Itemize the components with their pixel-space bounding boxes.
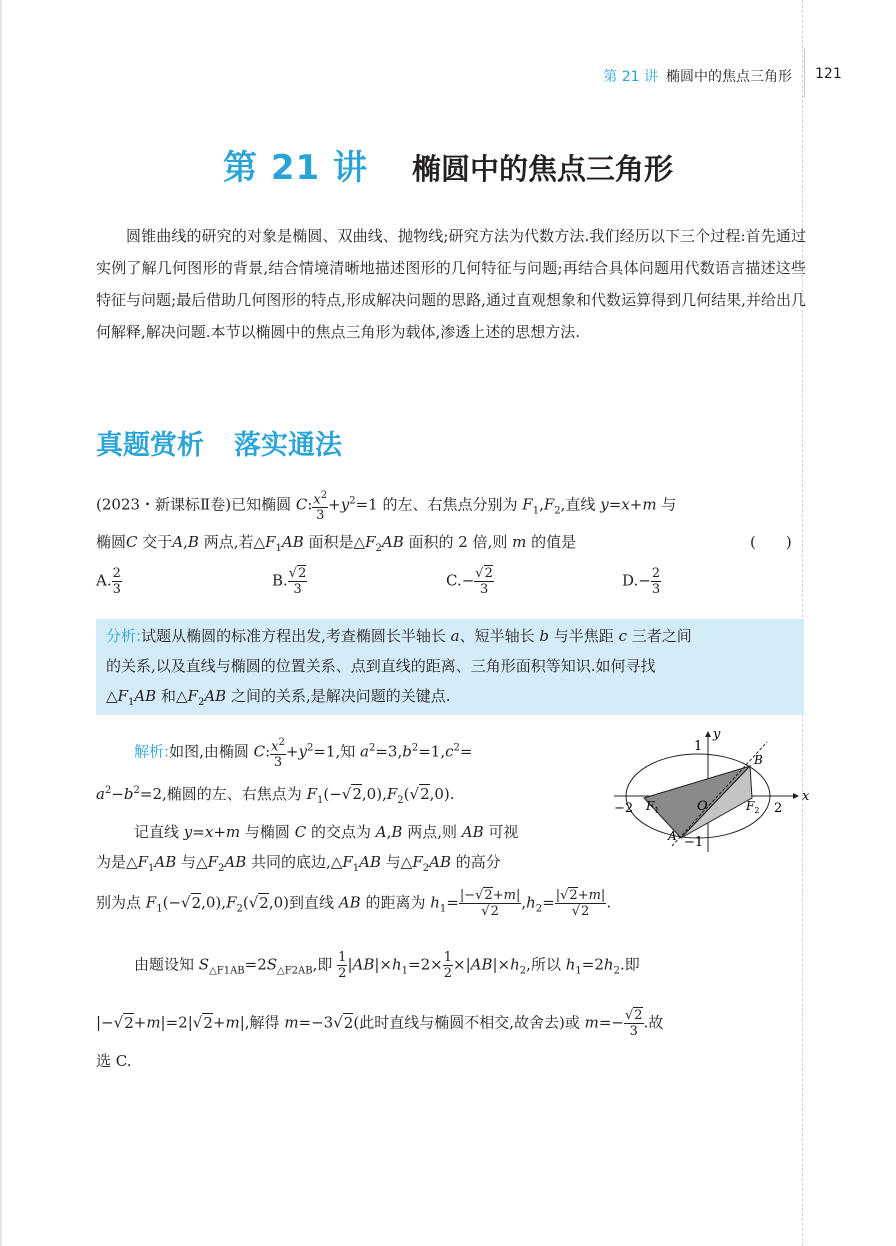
- solution-text: 如图,由椭圆: [169, 742, 249, 761]
- solution-label: 解析:: [134, 742, 170, 761]
- solution-text: ,解得: [244, 1013, 280, 1032]
- section-heading-part1: 真题赏析: [96, 430, 204, 461]
- focus-f2-label: $F_2$: [746, 799, 760, 815]
- option-c: C.− $\frac{√2}{3}$: [446, 566, 493, 597]
- solution-line-6: 由题设知 $S_{\triangle F1AB}=2S_{\triangle F2AB}$,即 $\frac{1}{2}$ $|AB|\times h_1=2\times$ $\frac{1}{2}$ $\times|AB|\times h_2$,所以 $h_1=2h_2$.即: [134, 950, 640, 981]
- section-heading-part2: 落实通法: [234, 430, 342, 461]
- analysis-label: 分析:: [106, 627, 142, 645]
- problem-text: 与: [661, 495, 677, 514]
- solution-line-7: |−√2+m|=2|√2+m|,解得 m=−3√2(此时直线与椭圆不相交,故舍去)或 m=− $\frac{√2}{3}$ .故: [96, 1008, 664, 1039]
- solution-text: ,所以: [526, 955, 561, 974]
- solution-line-8: 选 C.: [96, 1052, 132, 1070]
- option-letter: C.: [446, 571, 462, 590]
- option-letter: D.: [622, 571, 639, 590]
- solution-line-1: 解析:如图,由椭圆 C: $\frac{x^2}{3}$ $+y^2=1$,知 $a^2=3,b^2=1,c^2=$: [134, 737, 473, 771]
- problem-text: 面积是: [308, 533, 354, 551]
- solution-text: 两点,则: [407, 823, 457, 841]
- solution-text: 记直线: [134, 823, 180, 841]
- solution-text: .故: [643, 1013, 664, 1032]
- analysis-line-3: $\triangle F_1AB$ 和$\triangle F_2AB$ 之间的关系,是解决问题的关键点.: [106, 687, 451, 708]
- solution-text: 的高分: [455, 853, 501, 871]
- problem-text: 的值是: [531, 533, 577, 551]
- tick-left: −2: [614, 801, 634, 816]
- header-lecture: 第 21 讲: [603, 69, 658, 85]
- point-a-label: A: [668, 829, 677, 843]
- option-d: D.− $\frac{2}{3}$: [622, 566, 661, 597]
- solution-line-4: 为是$\triangle F_1AB$ 与$\triangle F_2AB$ 共同的底边$,\triangle F_1AB$ 与$\triangle F_2AB$ 的高分: [96, 853, 501, 874]
- problem-text: 椭圆: [96, 533, 127, 551]
- solution-text: 到直线: [289, 893, 335, 912]
- tick-right: 2: [774, 801, 783, 816]
- analysis-text: 之间的关系,是解决问题的关键点.: [230, 687, 451, 705]
- solution-text: 与: [385, 853, 401, 871]
- analysis-line-1: 分析:试题从椭圆的标准方程出发,考查椭圆长半轴长 a、短半轴长 b 与半焦距 c 三者之间: [106, 627, 692, 645]
- header-divider: [804, 48, 805, 98]
- problem-text: 交于: [142, 533, 173, 551]
- x-axis-label: x: [802, 789, 810, 804]
- solution-text: 的交点为: [310, 823, 371, 841]
- point-b-label: B: [754, 753, 763, 767]
- option-a: A. $\frac{2}{3}$: [96, 566, 121, 597]
- problem-source: (2023・新课标Ⅱ卷): [96, 495, 232, 514]
- lecture-name: 椭圆中的焦点三角形: [411, 152, 673, 186]
- page-number: 121: [815, 66, 842, 82]
- problem-text: 已知椭圆: [231, 495, 292, 514]
- solution-text: ,椭圆的左、右焦点为: [162, 785, 302, 803]
- solution-line-3: 记直线 y=x+m 与椭圆 C 的交点为 A,B 两点,则 AB 可视: [134, 823, 519, 841]
- solution-text: ,知: [335, 742, 356, 761]
- solution-text: 共同的底边,: [251, 853, 331, 871]
- solution-text: 可视: [488, 823, 519, 841]
- solution-text: (此时直线与椭圆不相交,故舍去)或: [353, 1013, 580, 1032]
- problem-line-1: (2023・新课标Ⅱ卷)已知椭圆 C: $\frac{x^2}{3}$ $+y^2=1$ 的左、右焦点分别为 $F_1,F_2$,直线 y=x+m 与: [96, 490, 677, 524]
- focus-f1-label: $F_1$: [646, 799, 660, 815]
- solution-text: ,即: [312, 955, 333, 974]
- solution-text: 与: [181, 853, 197, 871]
- solution-text: .即: [619, 955, 640, 974]
- solution-text: 由题设知: [134, 955, 195, 974]
- solution-text: 别为点: [96, 893, 142, 912]
- analysis-text: 三者之间: [631, 627, 692, 645]
- analysis-box: [96, 619, 804, 715]
- answer-parentheses: ( ): [750, 533, 792, 551]
- solution-text: 为是: [96, 853, 127, 871]
- solution-line-5: 别为点 $F_1(-√2,0),F_2(√2,0)$到直线 AB 的距离为 $h_1=$ $\frac{|-√2+m|}{√2}$ $,h_2=$ $\frac{|√2+m|}{√2}$ .: [96, 888, 612, 919]
- solution-text: 的距离为: [365, 893, 426, 912]
- lecture-number: 第 21 讲: [222, 148, 368, 188]
- section-heading: [96, 423, 342, 462]
- intro-text: 圆锥曲线的研究的对象是椭圆、双曲线、抛物线;研究方法为代数方法.我们经历以下三个过程:首先通过实例了解几何图形的背景,结合情境清晰地描述图形的几何特征与问题;再结合具体问题用代数语言描述这些特征与问题;最后借助几何图形的特点,形成解决问题的思路,通过直观想象和代数运算得到几何结果,并给出几何解释,解决问题.本节以椭圆中的焦点三角形为载体,渗透上述的思想方法.: [96, 227, 806, 341]
- tick-top: 1: [694, 739, 703, 754]
- solution-line-2: $a^2-b^2=2$,椭圆的左、右焦点为 $F_1(-√2,0),F_2(√2,0)$.: [96, 785, 455, 806]
- lecture-title: [0, 140, 896, 189]
- option-b: B. $\frac{√2}{3}$: [272, 566, 307, 597]
- problem-text: 的左、右焦点分别为: [382, 495, 518, 514]
- option-letter: B.: [272, 571, 288, 590]
- problem-text: ,直线: [560, 495, 596, 514]
- analysis-text: 、短半轴长: [459, 627, 535, 645]
- analysis-line-2: 的关系,以及直线与椭圆的位置关系、点到直线的距离、三角形面积等知识.如何寻找: [106, 657, 656, 675]
- header-topic: 椭圆中的焦点三角形: [666, 69, 792, 85]
- analysis-text: 试题从椭圆的标准方程出发,考查椭圆长半轴长: [141, 627, 446, 645]
- y-axis-label: y: [713, 728, 721, 742]
- problem-text: 面积的 2 倍,则: [408, 533, 508, 551]
- tick-bottom: −1: [684, 835, 704, 850]
- running-header: [560, 66, 792, 86]
- intro-paragraph: [96, 220, 806, 348]
- ellipse-figure: [612, 728, 812, 862]
- analysis-text: 与半焦距: [553, 627, 614, 645]
- option-letter: A.: [96, 571, 112, 590]
- ellipse-figure-svg: [612, 728, 812, 858]
- origin-label: O: [697, 799, 708, 814]
- problem-text: 两点,若: [203, 533, 254, 551]
- problem-line-2: 椭圆C 交于A,B 两点,若$\triangle F_1AB$ 面积是$\triangle F_2AB$ 面积的 2 倍,则 m 的值是: [96, 533, 577, 554]
- solution-text: 与椭圆: [244, 823, 290, 841]
